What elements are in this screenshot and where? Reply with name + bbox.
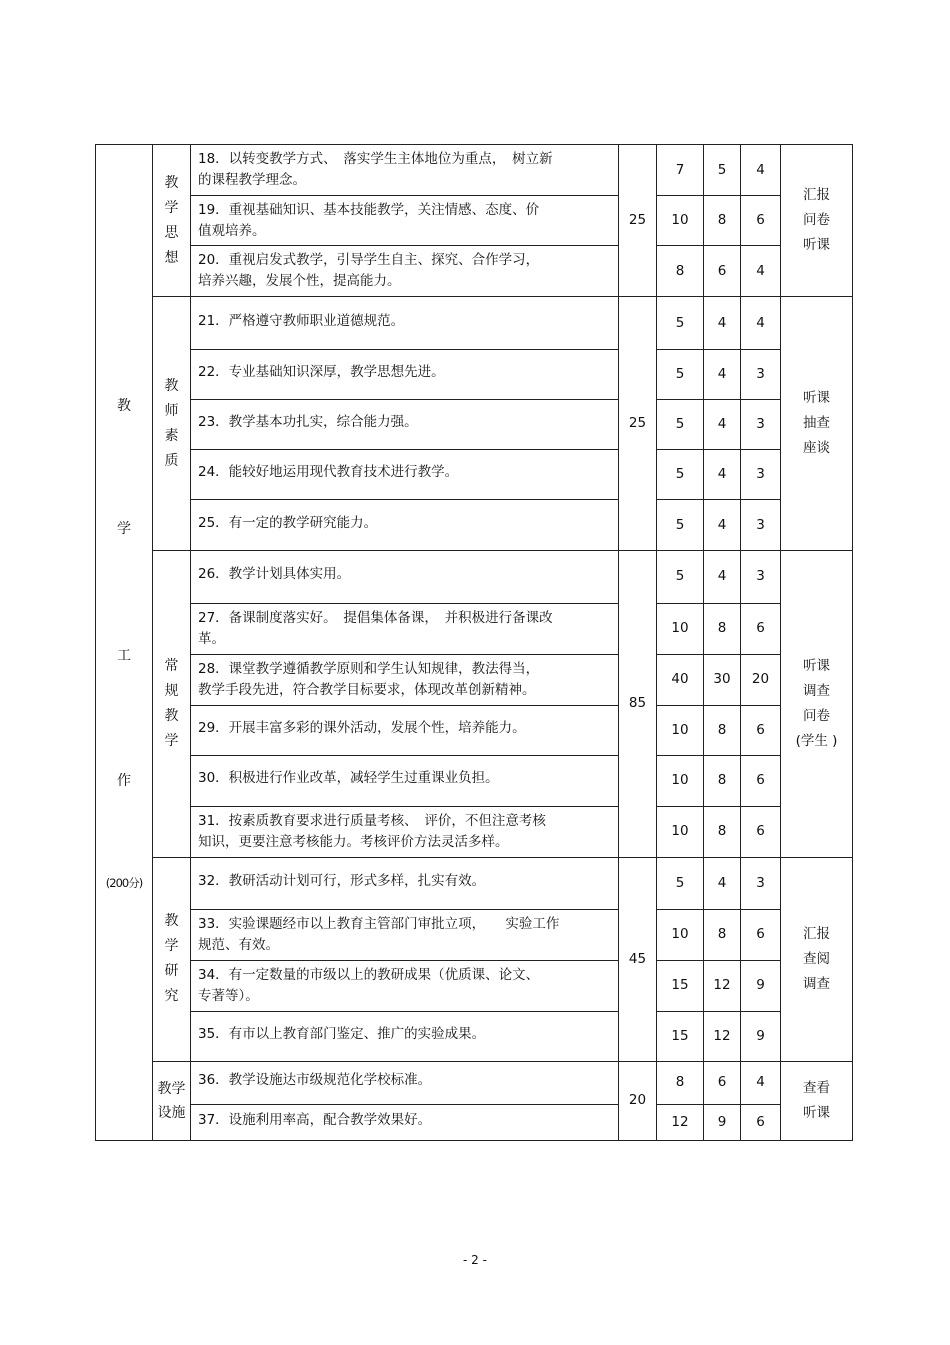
section-name-char: 质 bbox=[164, 452, 179, 469]
category-char: 作 bbox=[117, 773, 131, 789]
section-name-char: 学 bbox=[164, 199, 179, 216]
evaluation-method bbox=[781, 1061, 853, 1140]
section-name bbox=[153, 1061, 191, 1140]
method-line: 汇报 bbox=[803, 925, 830, 942]
score-c: 3 bbox=[741, 400, 781, 450]
score-a: 10 bbox=[657, 705, 704, 755]
method-line: 抽查 bbox=[803, 415, 830, 432]
table-row bbox=[96, 246, 853, 297]
item-text-line: 18．以转变教学方式、 落实学生主体地位为重点， 树立新 bbox=[198, 151, 553, 167]
score-b: 12 bbox=[704, 1011, 741, 1061]
score-a: 10 bbox=[657, 806, 704, 857]
score-a: 5 bbox=[657, 297, 704, 350]
category-char: 工 bbox=[117, 648, 131, 664]
score-a: 5 bbox=[657, 450, 704, 500]
category-char: 学 bbox=[117, 521, 131, 537]
score-c: 3 bbox=[741, 551, 781, 603]
method-line: 听课 bbox=[803, 1104, 830, 1121]
item-text-line: 培养兴趣，发展个性，提高能力。 bbox=[198, 273, 401, 289]
item-description bbox=[191, 500, 619, 551]
item-description bbox=[191, 1105, 619, 1141]
evaluation-table bbox=[95, 144, 853, 1141]
item-text-line: 37．设施利用率高，配合教学效果好。 bbox=[198, 1112, 432, 1128]
score-c: 3 bbox=[741, 857, 781, 909]
method-line: 座谈 bbox=[803, 440, 830, 457]
table-row bbox=[96, 196, 853, 246]
section-total: 25 bbox=[619, 145, 657, 297]
section-name-char: 学 bbox=[164, 732, 179, 749]
section-name-char: 思 bbox=[164, 224, 179, 241]
item-text-line: 20．重视启发式教学，引导学生自主、探究、合作学习， bbox=[198, 252, 540, 268]
score-c: 6 bbox=[741, 1105, 781, 1141]
score-a: 5 bbox=[657, 551, 704, 603]
table-row bbox=[96, 755, 853, 806]
score-b: 8 bbox=[704, 196, 741, 246]
item-text-line: 规范、有效。 bbox=[198, 936, 279, 953]
score-c: 3 bbox=[741, 500, 781, 551]
score-b: 6 bbox=[704, 1061, 741, 1104]
table-row bbox=[96, 857, 853, 909]
section-name-char: 素 bbox=[164, 427, 179, 444]
item-text-line: 31．按素质教育要求进行质量考核、 评价，不但注意考核 bbox=[198, 812, 546, 829]
score-b: 8 bbox=[704, 755, 741, 806]
score-c: 6 bbox=[741, 705, 781, 755]
method-line: 问卷 bbox=[803, 212, 830, 228]
score-a: 5 bbox=[657, 500, 704, 551]
item-text-line: 29．开展丰富多彩的课外活动，发展个性，培养能力。 bbox=[198, 719, 526, 736]
table-row bbox=[96, 1105, 853, 1141]
score-b: 8 bbox=[704, 806, 741, 857]
score-c: 9 bbox=[741, 1011, 781, 1061]
score-b: 12 bbox=[704, 960, 741, 1011]
section-total: 25 bbox=[619, 297, 657, 551]
item-text-line: 28．课堂教学遵循教学原则和学生认知规律，教法得当， bbox=[198, 660, 540, 677]
item-text-line: 23．教学基本功扎实，综合能力强。 bbox=[198, 414, 418, 431]
item-text-line: 的课程教学理念。 bbox=[198, 172, 306, 188]
section-name-char: 究 bbox=[164, 988, 179, 1005]
score-a: 10 bbox=[657, 603, 704, 654]
method-line: 汇报 bbox=[803, 187, 830, 203]
item-description bbox=[191, 400, 619, 450]
score-b: 4 bbox=[704, 297, 741, 350]
item-text-line: 26．教学计划具体实用。 bbox=[198, 566, 351, 583]
item-description bbox=[191, 350, 619, 400]
method-line: 听课 bbox=[803, 657, 830, 674]
score-b: 30 bbox=[704, 654, 741, 705]
table-row bbox=[96, 603, 853, 654]
section-name bbox=[153, 551, 191, 857]
score-c: 6 bbox=[741, 603, 781, 654]
score-a: 5 bbox=[657, 857, 704, 909]
item-text-line: 25．有一定的教学研究能力。 bbox=[198, 514, 378, 531]
item-text-line: 21．严格遵守教师职业道德规范。 bbox=[198, 312, 405, 329]
score-a: 10 bbox=[657, 909, 704, 960]
item-description bbox=[191, 806, 619, 857]
category-cell bbox=[96, 145, 153, 1141]
score-a: 15 bbox=[657, 1011, 704, 1061]
score-b: 4 bbox=[704, 857, 741, 909]
section-name-char: 设施 bbox=[157, 1104, 186, 1121]
item-description bbox=[191, 705, 619, 755]
evaluation-method bbox=[781, 145, 853, 297]
table-row bbox=[96, 1011, 853, 1061]
category-char: 教 bbox=[117, 398, 131, 414]
table-row bbox=[96, 654, 853, 705]
table-row bbox=[96, 806, 853, 857]
score-c: 3 bbox=[741, 450, 781, 500]
section-name bbox=[153, 297, 191, 551]
item-text-line: 知识，更要注意考核能力。考核评价方法灵活多样。 bbox=[198, 833, 509, 850]
table-row bbox=[96, 450, 853, 500]
score-c: 4 bbox=[741, 1061, 781, 1104]
score-c: 4 bbox=[741, 246, 781, 297]
item-text-line: 34．有一定数量的市级以上的教研成果（优质课、论文、 bbox=[198, 966, 540, 983]
item-text-line: 30．积极进行作业改革，减轻学生过重课业负担。 bbox=[198, 770, 499, 786]
table-row bbox=[96, 145, 853, 196]
item-description bbox=[191, 196, 619, 246]
score-c: 20 bbox=[741, 654, 781, 705]
score-a: 12 bbox=[657, 1105, 704, 1141]
table-row bbox=[96, 1061, 853, 1104]
section-name-char: 师 bbox=[164, 402, 179, 419]
score-b: 4 bbox=[704, 350, 741, 400]
evaluation-method bbox=[781, 297, 853, 551]
score-b: 9 bbox=[704, 1105, 741, 1141]
method-line: 查看 bbox=[803, 1079, 830, 1096]
page-number: - 2 - bbox=[463, 1253, 487, 1267]
score-a: 7 bbox=[657, 145, 704, 196]
table-row bbox=[96, 960, 853, 1011]
score-b: 4 bbox=[704, 450, 741, 500]
section-name-char: 教 bbox=[164, 377, 179, 394]
item-text-line: 革。 bbox=[198, 630, 225, 647]
evaluation-method bbox=[781, 857, 853, 1061]
score-a: 8 bbox=[657, 246, 704, 297]
section-name-char: 教 bbox=[164, 174, 179, 191]
item-text-line: 27．备课制度落实好。 提倡集体备课， 并积极进行备课改 bbox=[198, 609, 553, 626]
score-b: 8 bbox=[704, 909, 741, 960]
item-text-line: 32．教研活动计划可行，形式多样，扎实有效。 bbox=[198, 872, 486, 889]
item-description bbox=[191, 960, 619, 1011]
score-b: 6 bbox=[704, 246, 741, 297]
table-row bbox=[96, 297, 853, 350]
item-description bbox=[191, 297, 619, 350]
score-c: 4 bbox=[741, 297, 781, 350]
score-b: 5 bbox=[704, 145, 741, 196]
item-description bbox=[191, 654, 619, 705]
score-b: 8 bbox=[704, 603, 741, 654]
score-c: 6 bbox=[741, 755, 781, 806]
score-b: 4 bbox=[704, 551, 741, 603]
item-text-line: 24．能较好地运用现代教育技术进行教学。 bbox=[198, 464, 459, 481]
section-total: 85 bbox=[619, 551, 657, 857]
score-c: 6 bbox=[741, 909, 781, 960]
item-text-line: 专著等）。 bbox=[198, 987, 259, 1004]
evaluation-method bbox=[781, 551, 853, 857]
item-text-line: 36．教学设施达市级规范化学校标准。 bbox=[198, 1072, 432, 1089]
item-description bbox=[191, 857, 619, 909]
score-c: 9 bbox=[741, 960, 781, 1011]
section-total: 20 bbox=[619, 1061, 657, 1140]
item-description bbox=[191, 755, 619, 806]
table-row bbox=[96, 350, 853, 400]
section-name-char: 想 bbox=[164, 249, 179, 266]
method-line: 查阅 bbox=[803, 950, 830, 967]
item-description bbox=[191, 145, 619, 196]
section-name-char: 常 bbox=[164, 657, 179, 674]
score-c: 4 bbox=[741, 145, 781, 196]
item-text-line: 教学手段先进，符合教学目标要求，体现改革创新精神。 bbox=[198, 681, 536, 698]
table-row bbox=[96, 500, 853, 551]
score-b: 8 bbox=[704, 705, 741, 755]
score-a: 8 bbox=[657, 1061, 704, 1104]
method-line: 调查 bbox=[803, 682, 830, 699]
section-name bbox=[153, 857, 191, 1061]
score-a: 5 bbox=[657, 350, 704, 400]
table-row bbox=[96, 400, 853, 450]
table-row bbox=[96, 551, 853, 603]
method-line: 问卷 bbox=[803, 707, 830, 724]
item-description bbox=[191, 246, 619, 297]
score-a: 40 bbox=[657, 654, 704, 705]
score-c: 3 bbox=[741, 350, 781, 400]
item-text-line: 22．专业基础知识深厚，教学思想先进。 bbox=[198, 364, 445, 381]
table-row bbox=[96, 909, 853, 960]
score-c: 6 bbox=[741, 806, 781, 857]
item-description bbox=[191, 1011, 619, 1061]
table-row bbox=[96, 705, 853, 755]
item-text-line: 35．有市以上教育部门鉴定、推广的实验成果。 bbox=[198, 1025, 486, 1042]
item-text-line: 19．重视基础知识、基本技能教学，关注情感、态度、价 bbox=[198, 201, 540, 218]
score-a: 5 bbox=[657, 400, 704, 450]
method-line: (学生 ) bbox=[795, 732, 838, 749]
item-description bbox=[191, 603, 619, 654]
score-b: 4 bbox=[704, 500, 741, 551]
score-c: 6 bbox=[741, 196, 781, 246]
item-text-line: 值观培养。 bbox=[198, 222, 266, 239]
method-line: 听课 bbox=[803, 237, 830, 253]
item-description bbox=[191, 909, 619, 960]
section-total: 45 bbox=[619, 857, 657, 1061]
score-b: 4 bbox=[704, 400, 741, 450]
score-a: 10 bbox=[657, 755, 704, 806]
section-name-char: 规 bbox=[164, 682, 179, 699]
section-name bbox=[153, 145, 191, 297]
section-name-char: 学 bbox=[164, 938, 179, 955]
section-name-char: 教学 bbox=[157, 1080, 186, 1097]
section-name-char: 研 bbox=[164, 963, 179, 980]
item-description bbox=[191, 450, 619, 500]
section-name-char: 教 bbox=[164, 707, 179, 724]
category-score: (200分) bbox=[105, 876, 143, 890]
score-a: 10 bbox=[657, 196, 704, 246]
score-a: 15 bbox=[657, 960, 704, 1011]
item-description bbox=[191, 1061, 619, 1104]
method-line: 听课 bbox=[803, 390, 830, 407]
item-description bbox=[191, 551, 619, 603]
method-line: 调查 bbox=[803, 975, 830, 992]
section-name-char: 教 bbox=[164, 913, 179, 930]
item-text-line: 33．实验课题经市以上教育主管部门审批立项， 实验工作 bbox=[198, 915, 560, 932]
